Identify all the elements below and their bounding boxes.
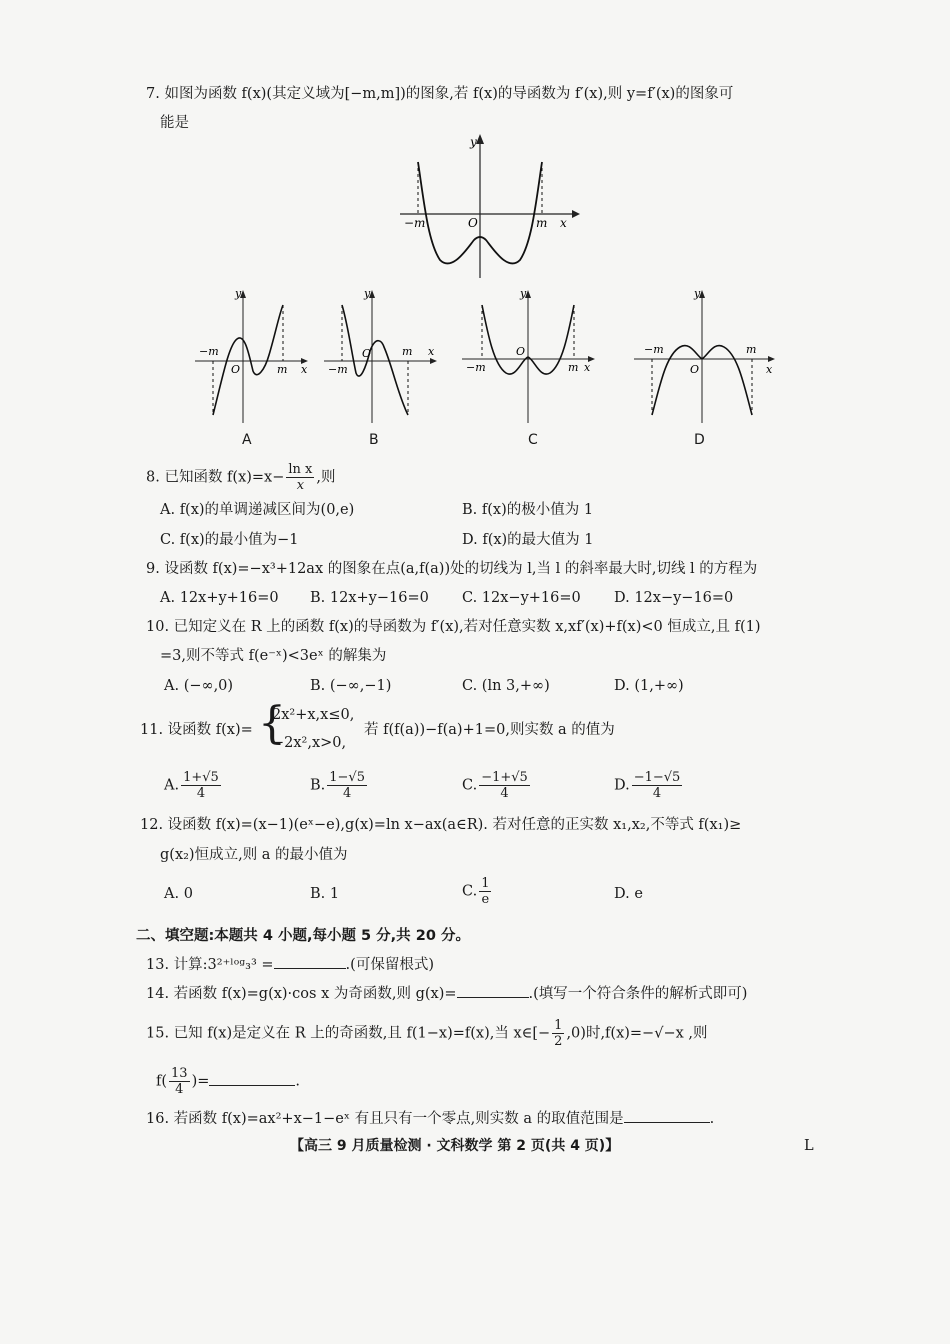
q11-a-den: 4 (196, 786, 206, 801)
q8-option-a: A. f(x)的单调递减区间为(0,e) (160, 502, 355, 518)
q11-c-num: −1+√5 (481, 770, 528, 785)
q8-stem-post: ,则 (316, 469, 336, 486)
q7-main-graph (400, 132, 580, 280)
q16-post: . (709, 1111, 715, 1127)
q12-c-num: 1 (481, 876, 490, 891)
q11-b-num: 1−√5 (329, 770, 365, 785)
q12-stem-line1: 12. 设函数 f(x)=(x−1)(eˣ−e),g(x)=ln x−ax(a∈R). 若对任意的正实数 x₁,x₂,不等式 f(x₁)≥ (140, 817, 742, 833)
origin-label: O (468, 216, 478, 230)
q11-c-den: 4 (500, 786, 509, 801)
d-neg-m-label: −m (644, 343, 664, 356)
section-2-heading: 二、填空题:本题共 4 小题,每小题 5 分,共 20 分。 (136, 928, 470, 944)
q12-stem-line2: g(x₂)恒成立,则 a 的最小值为 (160, 847, 348, 863)
q15-line1-pre: 15. 已知 f(x)是定义在 R 上的奇函数,且 f(1−x)=f(x),当 x∈[− (146, 1025, 551, 1042)
x-label: x (560, 216, 567, 230)
q11-option-d (614, 770, 684, 801)
q8-frac-num: ln x (288, 462, 313, 477)
q9-option-a: A. 12x+y+16=0 (160, 590, 279, 606)
q14-pre: 14. 若函数 f(x)=g(x)·cos x 为奇函数,则 g(x)= (146, 986, 457, 1002)
a-y-label: y (235, 287, 242, 300)
q11-d-den: 4 (652, 786, 662, 801)
page-mark: L (804, 1138, 814, 1154)
m-label: m (536, 216, 548, 230)
q7-option-b-graph (322, 285, 442, 425)
c-origin-label: O (516, 345, 526, 358)
q11-a-num: 1+√5 (183, 770, 219, 785)
q15-answer-blank[interactable] (209, 1071, 295, 1086)
c-neg-m-label: −m (466, 361, 486, 374)
q16 (146, 1108, 714, 1129)
q12-option-a: A. 0 (164, 886, 193, 902)
q8-fraction (286, 462, 314, 493)
q8-option-c: C. f(x)的最小值为−1 (160, 532, 299, 548)
q13-pre: 13. 计算:3²⁺ˡᵒᵍ₃³ = (146, 957, 274, 973)
q15-line2-post: )= (191, 1073, 210, 1090)
q15-line1 (146, 1018, 708, 1049)
q9-option-c: C. 12x−y+16=0 (462, 590, 581, 606)
q7-choice-a: A (242, 432, 252, 448)
d-m-label: m (746, 343, 757, 356)
page-footer: 【高三 9 月质量检测 · 文科数学 第 2 页(共 4 页)】 (290, 1138, 620, 1154)
q11-case2: −2x²,x>0, (272, 735, 347, 751)
q16-answer-blank[interactable] (624, 1108, 710, 1123)
q10-stem-line1: 10. 已知定义在 R 上的函数 f(x)的导函数为 f′(x),若对任意实数 x,xf′(x)+f(x)<0 恒成立,且 f(1) (146, 619, 761, 635)
a-neg-m-label: −m (199, 345, 219, 358)
c-m-label: m (568, 361, 579, 374)
q15-end: . (295, 1073, 300, 1090)
q11-d-label: D. (614, 777, 630, 794)
d-x-label: x (766, 363, 773, 376)
q7-stem-line1: 7. 如图为函数 f(x)(其定义域为[−m,m])的图象,若 f(x)的导函数为 f′(x),则 y=f′(x)的图象可 (146, 86, 734, 102)
q11-b-den: 4 (342, 786, 352, 801)
q16-pre: 16. 若函数 f(x)=ax²+x−1−eˣ 有且只有一个零点,则实数 a 的取值范围是 (146, 1111, 624, 1127)
q11-option-a (164, 770, 223, 801)
q11-b-label: B. (310, 777, 326, 794)
q9-option-b: B. 12x+y−16=0 (310, 590, 429, 606)
q10-option-d: D. (1,+∞) (614, 678, 684, 694)
d-origin-label: O (690, 363, 700, 376)
q15-arg-num: 13 (171, 1066, 188, 1081)
q8-option-d: D. f(x)的最大值为 1 (462, 532, 594, 548)
q11-stem-post: 若 f(f(a))−f(a)+1=0,则实数 a 的值为 (364, 722, 615, 738)
q11-case1: 2x²+x,x≤0, (272, 707, 355, 723)
q14-post: .(填写一个符合条件的解析式即可) (528, 986, 748, 1002)
q9-option-d: D. 12x−y−16=0 (614, 590, 734, 606)
q15-arg-den: 4 (175, 1082, 184, 1097)
q12-c-den: e (481, 892, 490, 907)
q13-answer-blank[interactable] (274, 954, 346, 969)
q12-option-d: D. e (614, 886, 643, 902)
q15-line2-pre: f( (156, 1073, 168, 1090)
b-y-label: y (364, 287, 371, 300)
q8-stem (146, 462, 336, 493)
q11-d-num: −1−√5 (633, 770, 681, 785)
neg-m-label: −m (404, 216, 426, 230)
q13 (146, 954, 434, 975)
q8-option-b: B. f(x)的极小值为 1 (462, 502, 594, 518)
q10-option-c: C. (ln 3,+∞) (462, 678, 550, 694)
q10-option-b: B. (−∞,−1) (310, 678, 392, 694)
q7-choice-d: D (694, 432, 705, 448)
q11-brace: { (258, 698, 286, 749)
q10-option-a: A. (−∞,0) (164, 678, 234, 694)
a-m-label: m (277, 363, 288, 376)
q15-line1-post: ,0)时,f(x)=−√−x ,则 (566, 1025, 708, 1042)
q7-stem-line2: 能是 (160, 115, 189, 131)
q11-a-label: A. (164, 777, 180, 794)
q7-choice-b: B (369, 432, 379, 448)
c-y-label: y (520, 287, 527, 300)
d-y-label: y (694, 287, 701, 300)
q12-option-c (462, 876, 493, 907)
b-m-label: m (402, 345, 413, 358)
b-x-label: x (428, 345, 435, 358)
y-label: y (470, 135, 477, 149)
q11-option-c (462, 770, 532, 801)
q8-frac-den: x (296, 478, 305, 493)
c-x-label: x (584, 361, 591, 374)
q14-answer-blank[interactable] (457, 983, 529, 998)
q13-post: .(可保留根式) (345, 957, 434, 973)
a-x-label: x (301, 363, 308, 376)
q7-option-d-graph (632, 285, 782, 425)
q7-option-c-graph (460, 285, 600, 425)
q11-stem-pre: 11. 设函数 f(x)= (140, 722, 253, 738)
q15-half-num: 1 (554, 1018, 563, 1033)
q15-half-den: 2 (554, 1034, 563, 1049)
q11-option-b (310, 770, 369, 801)
a-origin-label: O (231, 363, 241, 376)
q9-stem: 9. 设函数 f(x)=−x³+12ax 的图象在点(a,f(a))处的切线为 l,当 l 的斜率最大时,切线 l 的方程为 (146, 561, 758, 577)
q12-option-b: B. 1 (310, 886, 340, 902)
b-neg-m-label: −m (328, 363, 348, 376)
q7-choice-c: C (528, 432, 538, 448)
q10-stem-line2: =3,则不等式 f(e⁻ˣ)<3eˣ 的解集为 (160, 648, 387, 664)
q12-c-label: C. (462, 883, 478, 900)
q15-line2 (156, 1066, 300, 1097)
b-origin-label: O (362, 347, 372, 360)
q7-option-a-graph (193, 285, 313, 425)
q8-stem-pre: 8. 已知函数 f(x)=x− (146, 469, 285, 486)
q14 (146, 983, 747, 1004)
q11-c-label: C. (462, 777, 478, 794)
